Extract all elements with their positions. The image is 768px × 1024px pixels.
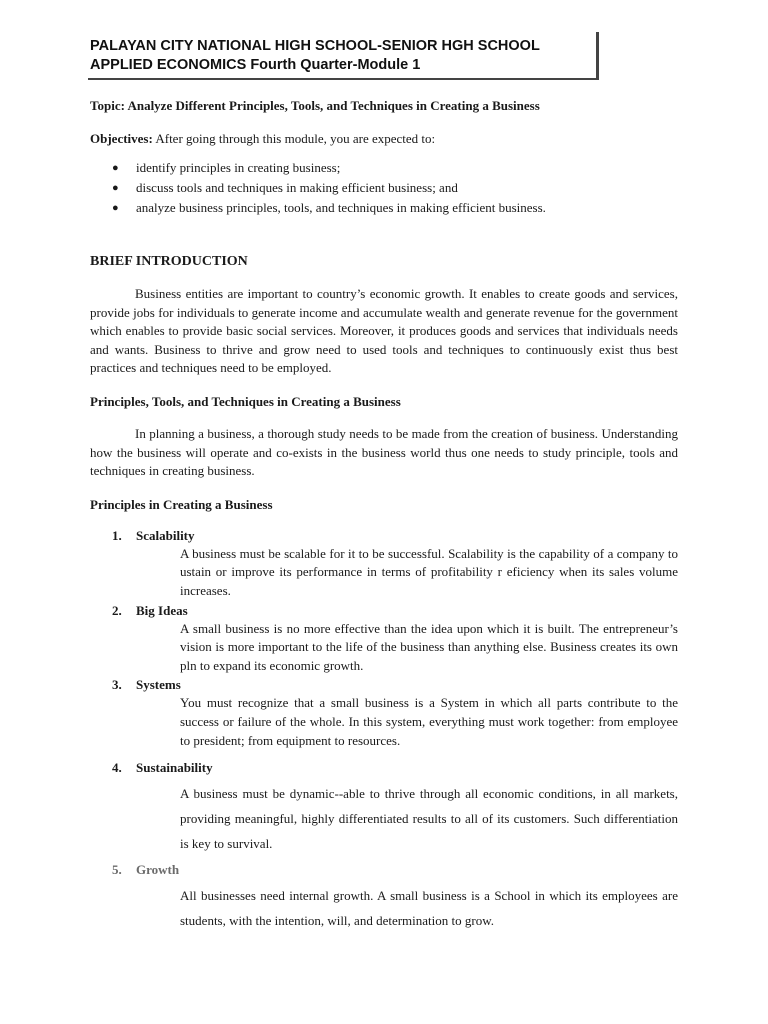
bullet-icon: ● [112, 162, 119, 174]
principle-description: You must recognize that a small business is a System in which all parts contribute to the success or failure of the whole. In this system, everything must work together: from employee to president; from equipment to resources. [180, 695, 678, 748]
objectives-text: After going through this module, you are expected to: [152, 131, 436, 146]
principles-heading: Principles in Creating a Business [90, 496, 273, 512]
bullet-icon: ● [112, 202, 119, 214]
principle-title [90, 675, 678, 694]
ptt-heading: Principles, Tools, and Techniques in Creating a Business [90, 393, 401, 409]
principle-description: A small business is no more effective than the idea upon which it is built. The entrepreneur’s vision is more important to the life of the business than anything else. Business creates its own pln to expand its economic growth. [180, 620, 678, 673]
principle-number: 1. [112, 527, 122, 543]
list-item [90, 526, 678, 601]
principles-list [90, 526, 678, 933]
principle-name: Scalability [136, 527, 195, 543]
principle-description: All businesses need internal growth. A small business is a School in which its employees are students, with the intention, will, and determination to grow. [180, 888, 678, 929]
objectives-label: Objectives: [90, 131, 153, 146]
principle-title [90, 526, 678, 545]
list-item [90, 198, 678, 218]
objective-text: analyze business principles, tools, and techniques in making efficient business. [136, 200, 546, 215]
principle-name: Growth [136, 862, 180, 878]
principle-number: 5. [112, 862, 122, 878]
objectives-list [90, 158, 678, 218]
bullet-icon: ● [112, 182, 119, 194]
principle-number: 2. [112, 602, 122, 618]
principle-name: Big Ideas [136, 602, 188, 618]
intro-paragraph: Business entities are important to country’s economic growth. It enables to create goods and services, provide jobs for individuals to generate income and accumulate wealth and generate revenue for the government which enables to provide basic social services. Moreover, it produces goods and services that individuals needs and wants. Business to thrive and grow need to used tools and techniques to continuously exist thus best practices and techniques need to be employed. [90, 286, 678, 376]
principle-name: Sustainability [136, 760, 213, 776]
header-vertical-divider [596, 32, 599, 80]
principle-number: 3. [112, 677, 122, 693]
document-header [90, 37, 610, 75]
principle-number: 4. [112, 760, 122, 776]
principle-name: Systems [136, 677, 181, 693]
objective-text: identify principles in creating business; [136, 160, 341, 175]
list-item [90, 601, 678, 676]
list-item [90, 860, 678, 933]
ptt-paragraph: In planning a business, a thorough study needs to be made from the creation of business. Understanding how the business will operate and co-exists in the business world thus one needs to study principle, tools and techniques in creating business. [90, 425, 678, 479]
principle-description: A business must be dynamic--able to thrive through all economic conditions, in all markets, providing meaningful, highly differentiated results to all of its customers. Such differentiation is key to survival. [180, 786, 678, 852]
list-item [90, 178, 678, 198]
intro-heading: BRIEF INTRODUCTION [90, 254, 248, 269]
document-body [90, 96, 678, 933]
header-divider [88, 78, 596, 80]
principle-title [90, 860, 678, 879]
list-item [90, 758, 678, 856]
principle-title [90, 601, 678, 620]
list-item [90, 675, 678, 750]
school-name: PALAYAN CITY NATIONAL HIGH SCHOOL-SENIOR HGH SCHOOL [90, 38, 540, 54]
objectives-line [90, 129, 678, 148]
list-item [90, 158, 678, 178]
principle-description: A business must be scalable for it to be successful. Scalability is the capability of a company to ustain or improve its performance in terms of profitability r eficiency when its sales volume increases. [180, 545, 678, 598]
objective-text: discuss tools and techniques in making efficient business; and [136, 180, 458, 195]
principle-title [90, 758, 678, 777]
module-title: APPLIED ECONOMICS Fourth Quarter-Module 1 [90, 57, 421, 73]
topic-line: Topic: Analyze Different Principles, Tools, and Techniques in Creating a Business [90, 98, 540, 113]
